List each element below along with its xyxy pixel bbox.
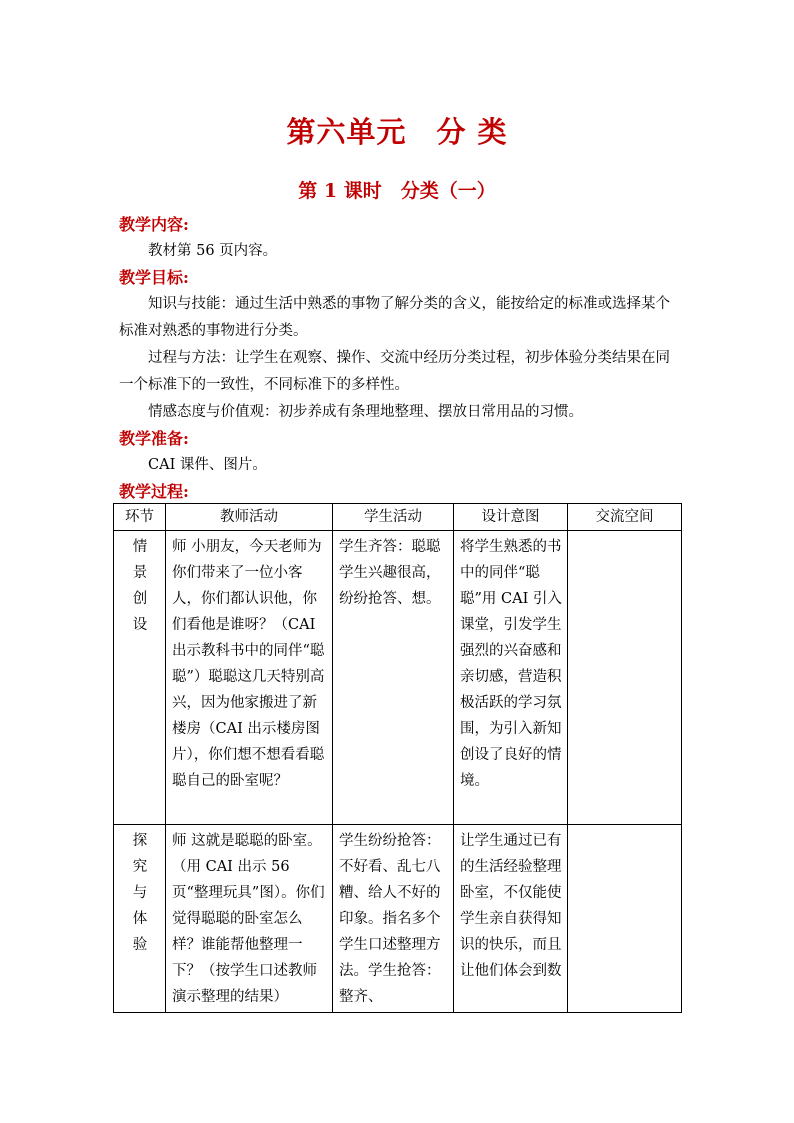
header-teacher: 教师活动 [166, 504, 333, 531]
prep-text: CAI 课件、图片。 [148, 457, 267, 473]
header-design: 设计意图 [454, 504, 568, 531]
stage-char: 创 [132, 591, 148, 607]
stage-char: 景 [132, 565, 148, 581]
design-intent-cell: 将学生熟悉的书中的同伴“聪聪”用 CAI 引入课堂，引发学生强烈的兴奋感和亲切感，营造积极活跃的学习氛围，为引入新知创设了良好的情境。 [454, 531, 568, 825]
design-intent-cell: 让学生通过已有的生活经验整理卧室，不仅能使学生亲自获得知识的快乐，而且让他们体会到数 [454, 825, 568, 1013]
exchange-space-cell [568, 531, 682, 825]
lesson-title: 第 1 课时 分类（一） [298, 180, 496, 202]
exchange-space-cell [568, 825, 682, 1013]
header-student: 学生活动 [333, 504, 454, 531]
process-table [113, 503, 682, 1013]
teacher-activity-cell: 师 小朋友，今天老师为你们带来了一位小客人，你们都认识他，你们看他是谁呀？（CAI 出示教科书中的同伴“聪聪”）聪聪这几天特别高兴，因为他家搬进了新楼房（CAI 出示楼房图片），你们想不想看看聪聪自己的卧室呢？ [166, 531, 333, 825]
section-heading-prep: 教学准备: [119, 429, 189, 448]
header-space: 交流空间 [568, 504, 682, 531]
stage-char: 验 [132, 937, 148, 953]
goal-item: 知识与技能：通过生活中熟悉的事物了解分类的含义，能按给定的标准或选择某个标准对熟悉的事物进行分类。 [119, 296, 670, 339]
stage-char: 设 [132, 617, 148, 633]
table-row [114, 825, 682, 1013]
lesson-body [119, 212, 679, 505]
goal-item: 过程与方法：让学生在观察、操作、交流中经历分类过程，初步体验分类结果在同一个标准下的一致性，不同标准下的多样性。 [119, 350, 670, 393]
content-text: 教材第 56 页内容。 [148, 243, 278, 259]
teacher-activity-cell: 师 这就是聪聪的卧室。（用 CAI 出示 56 页“整理玩具”图）。你们觉得聪聪的卧室怎么样？谁能帮他整理一下？（按学生口述教师演示整理的结果） [166, 825, 333, 1013]
unit-title: 第六单元 分 类 [286, 115, 508, 149]
stage-char: 究 [132, 859, 148, 875]
student-activity-cell: 学生齐答：聪聪学生兴趣很高，纷纷抢答、想。 [333, 531, 454, 825]
table-row [114, 531, 682, 825]
stage-cell [114, 531, 166, 825]
section-heading-content: 教学内容: [119, 215, 189, 234]
stage-cell [114, 825, 166, 1013]
goal-item: 情感态度与价值观：初步养成有条理地整理、摆放日常用品的习惯。 [148, 404, 583, 420]
stage-char: 情 [132, 539, 148, 555]
header-stage: 环节 [114, 504, 166, 531]
table-header-row [114, 504, 682, 531]
section-heading-process: 教学过程: [119, 482, 189, 501]
section-heading-goals: 教学目标: [119, 268, 189, 287]
stage-char: 与 [132, 885, 148, 901]
student-activity-cell: 学生纷纷抢答：不好看、乱七八糟、给人不好的印象。指名多个学生口述整理方法。学生抢答：整齐、 [333, 825, 454, 1013]
stage-char: 探 [132, 833, 148, 849]
stage-char: 体 [132, 911, 148, 927]
